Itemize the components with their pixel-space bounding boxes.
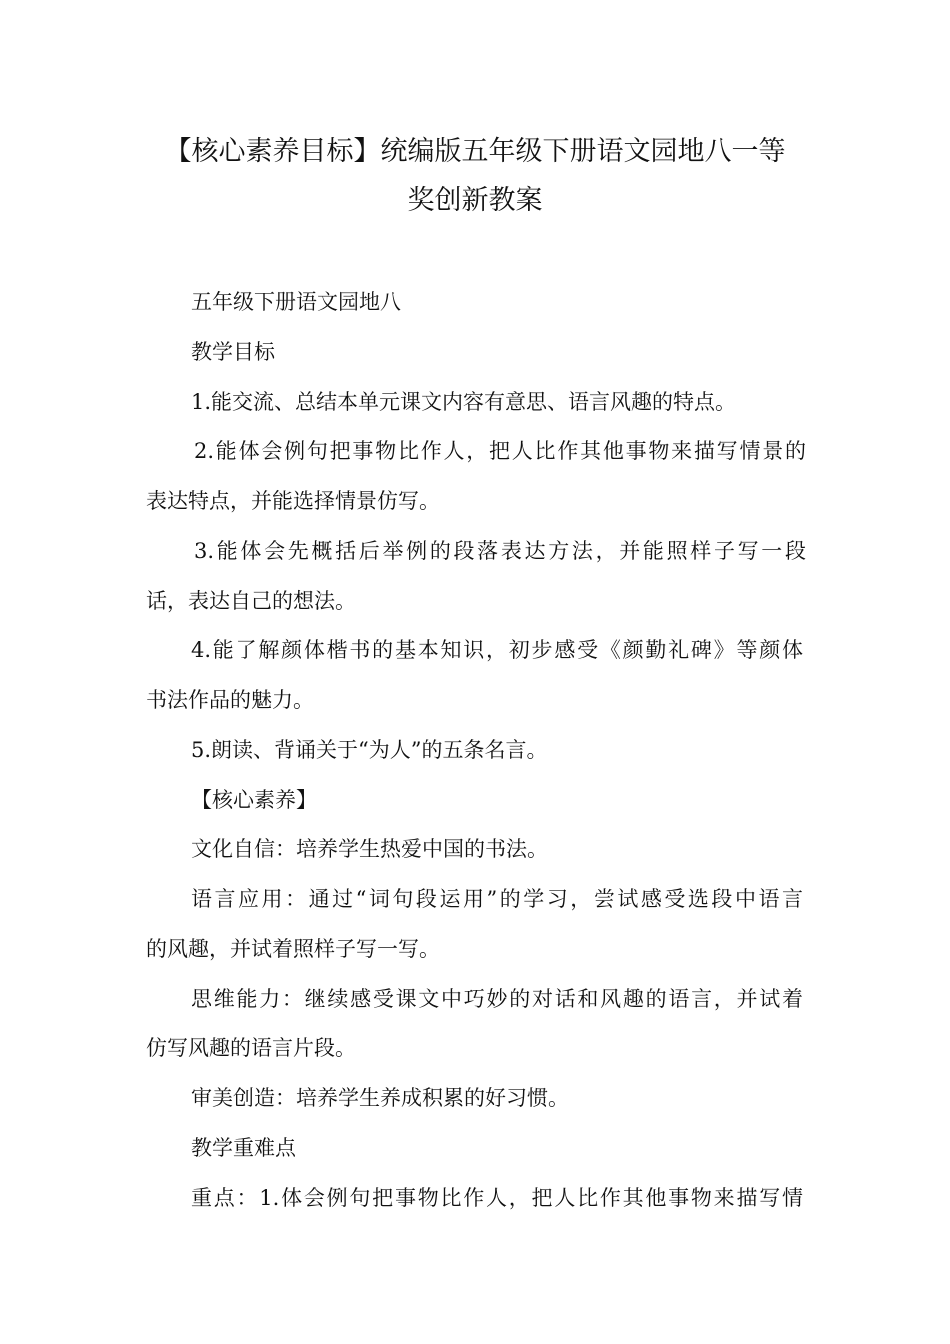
paragraph-line: 1.能交流、总结本单元课文内容有意思、语言风趣的特点。: [191, 390, 737, 414]
section-heading: 教学目标: [191, 340, 275, 364]
section-heading: 【核心素养】: [191, 788, 317, 812]
paragraph-line: 仿写风趣的语言片段。: [146, 1036, 356, 1060]
document-title-line-2: 奖创新教案: [407, 185, 543, 216]
paragraph-line: 表达特点，并能选择情景仿写。: [146, 489, 440, 513]
paragraph-line: 思维能力：继续感受课文中巧妙的对话和风趣的语言，并试着: [191, 987, 803, 1011]
paragraph-line: 文化自信：培养学生热爱中国的书法。: [191, 837, 548, 861]
document-title-line-1: 【核心素养目标】统编版五年级下册语文园地八一等: [164, 136, 786, 167]
paragraph-line: 4.能了解颜体楷书的基本知识，初步感受《颜勤礼碑》等颜体: [191, 638, 803, 662]
paragraph-line: 审美创造：培养学生养成积累的好习惯。: [191, 1086, 569, 1110]
paragraph-line: 话，表达自己的想法。: [146, 589, 356, 613]
paragraph-line: 重点：1.体会例句把事物比作人，把人比作其他事物来描写情: [191, 1186, 803, 1210]
section-heading: 教学重难点: [191, 1136, 296, 1160]
paragraph-line: 的风趣，并试着照样子写一写。: [146, 937, 440, 961]
paragraph-line: 3.能体会先概括后举例的段落表达方法，并能照样子写一段: [194, 539, 806, 563]
paragraph-line: 5.朗读、背诵关于“为人”的五条名言。: [191, 738, 548, 762]
paragraph-line: 语言应用：通过“词句段运用”的学习，尝试感受选段中语言: [191, 887, 803, 911]
section-heading: 五年级下册语文园地八: [191, 290, 401, 314]
paragraph-line: 书法作品的魅力。: [146, 688, 314, 712]
paragraph-line: 2.能体会例句把事物比作人，把人比作其他事物来描写情景的: [194, 439, 806, 463]
